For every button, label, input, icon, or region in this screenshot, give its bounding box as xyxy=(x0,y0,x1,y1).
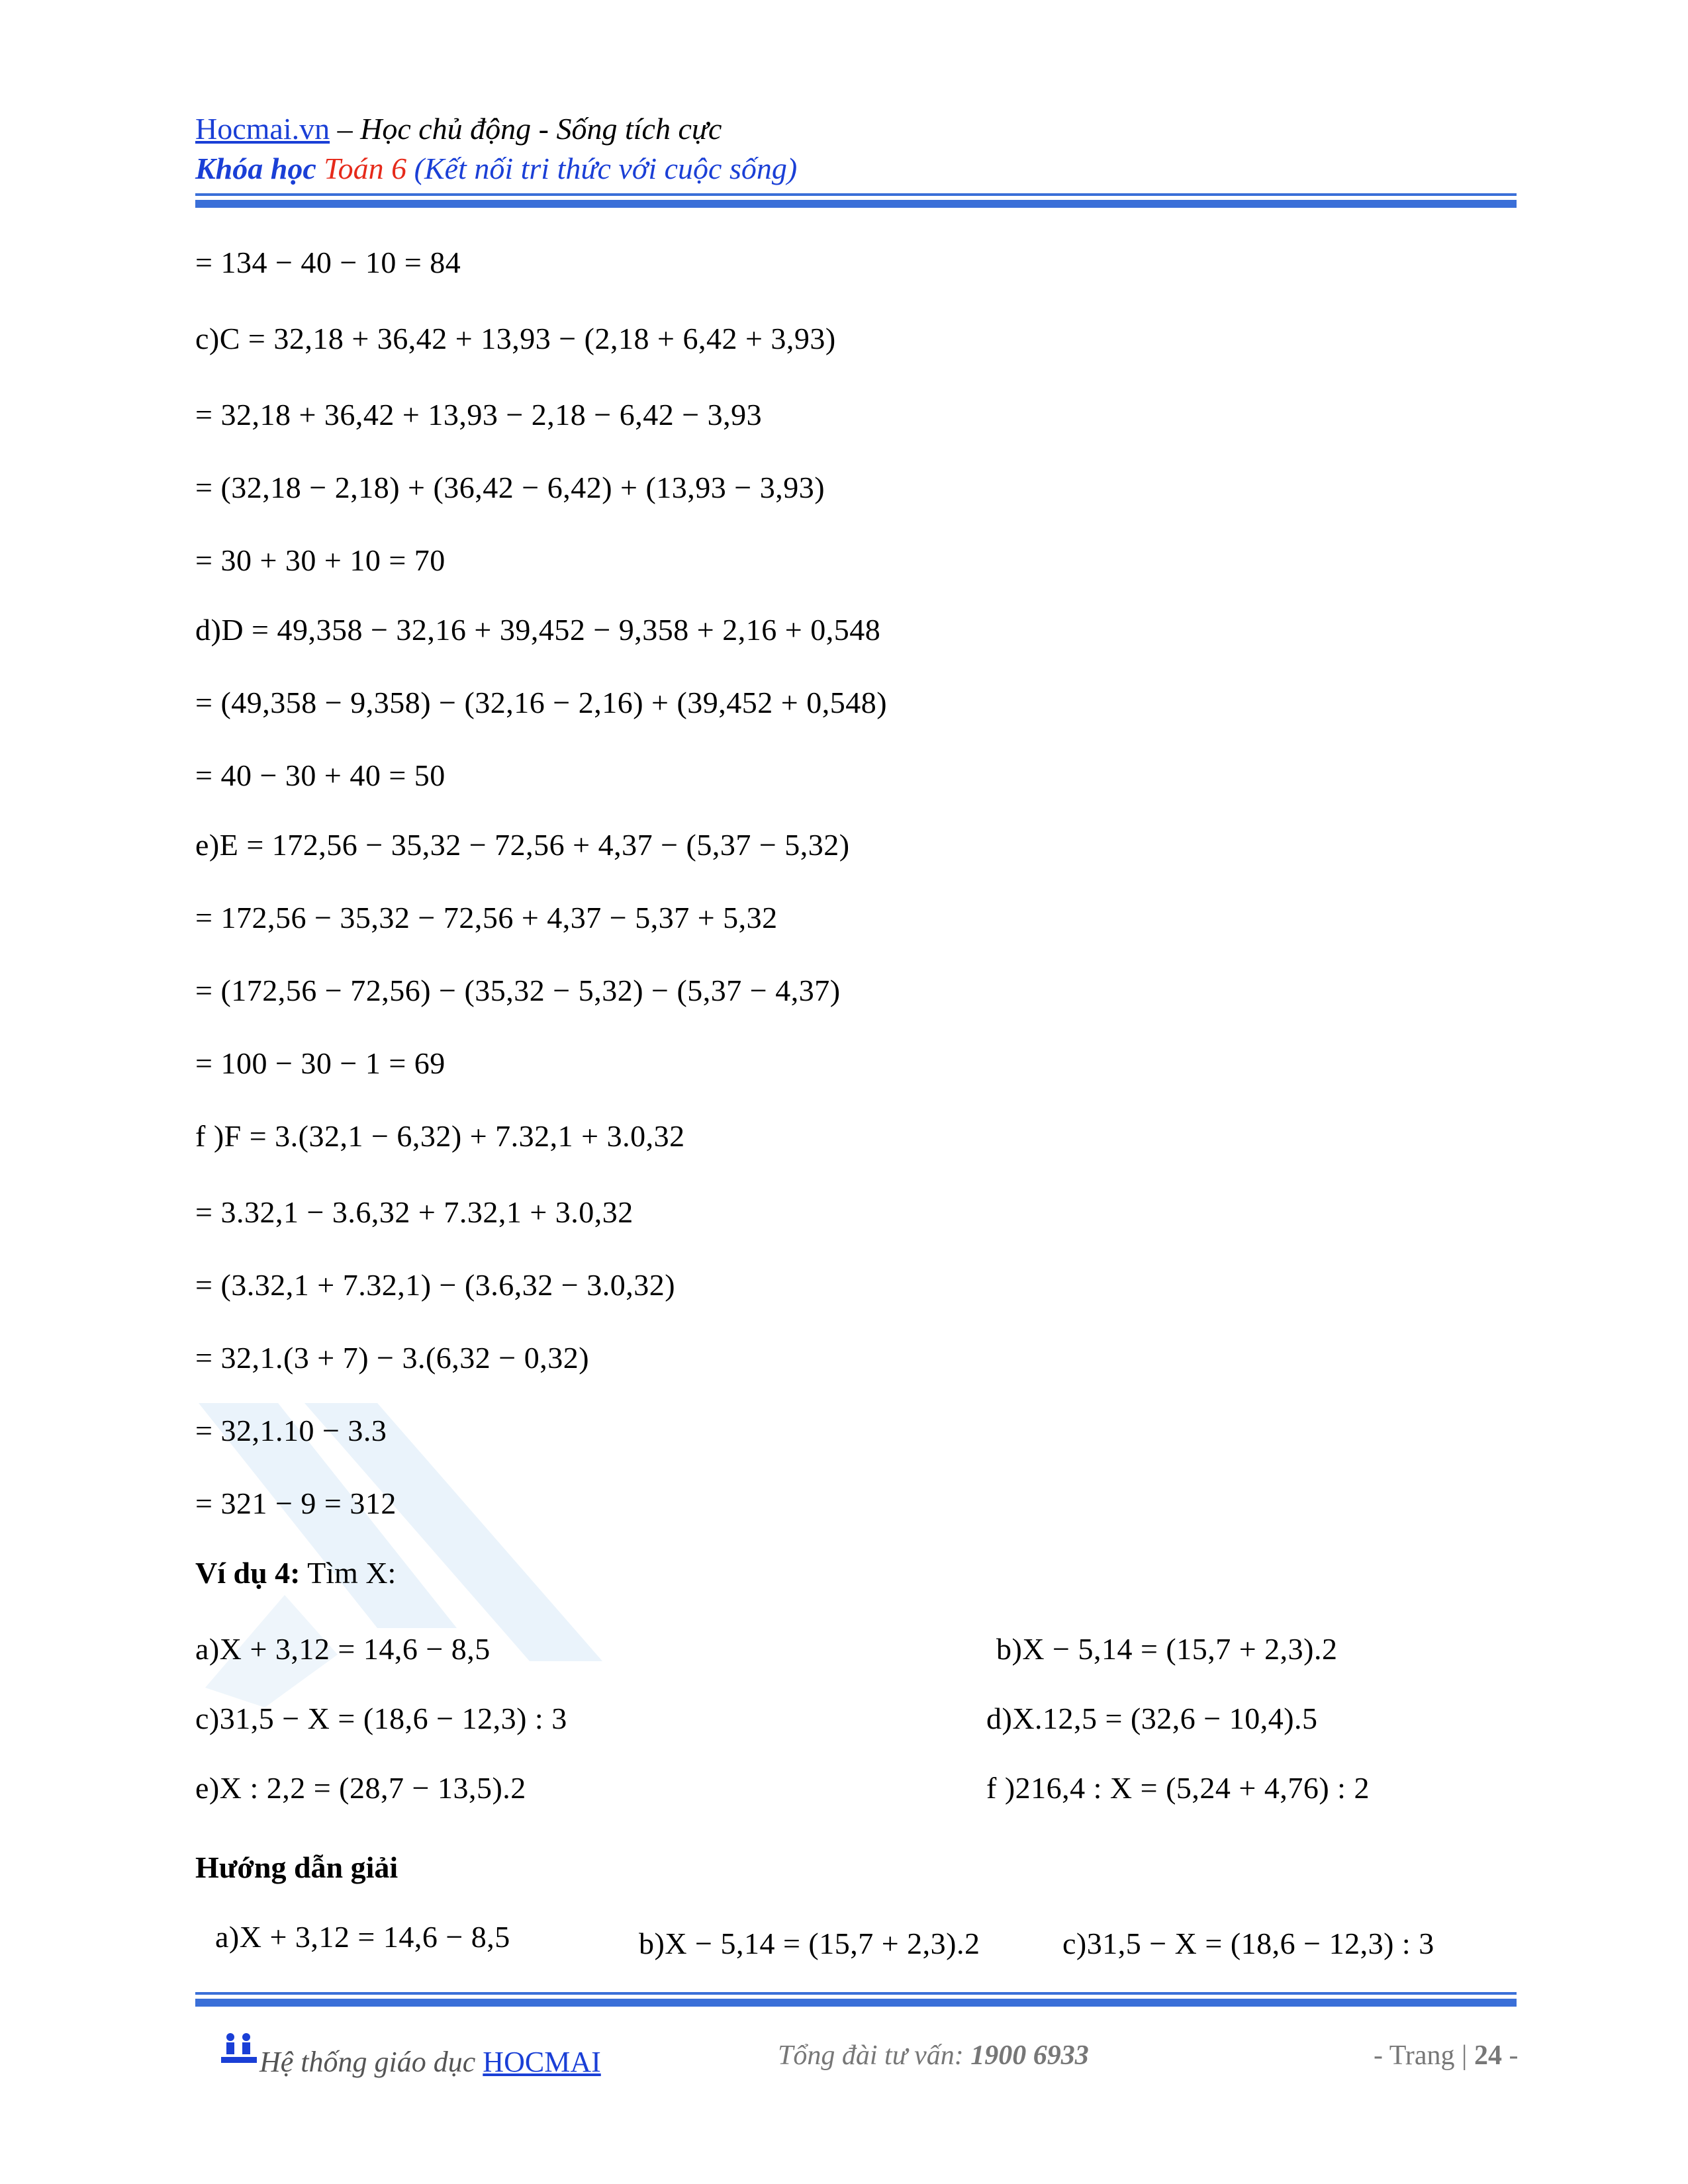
solution-line: = (49,358 − 9,358) − (32,16 − 2,16) + (39,452 + 0,548) xyxy=(195,686,888,719)
page-prefix: - Trang | xyxy=(1374,2040,1474,2071)
solution-line: = 30 + 30 + 10 = 70 xyxy=(195,543,445,577)
example-label: Ví dụ 4: xyxy=(195,1556,301,1590)
footer-rule-thick xyxy=(195,1999,1517,2007)
slogan: – Học chủ động - Sống tích cực xyxy=(330,112,722,146)
page-suffix: - xyxy=(1501,2040,1519,2071)
solution-line: = (3.32,1 + 7.32,1) − (3.6,32 − 3.0,32) xyxy=(195,1268,676,1302)
solution-line: = 100 − 30 − 1 = 69 xyxy=(195,1046,445,1080)
header-rule-thin xyxy=(195,193,1517,196)
problem-e: e)X : 2,2 = (28,7 − 13,5).2 xyxy=(195,1771,526,1805)
solution-line: = 32,1.(3 + 7) − 3.(6,32 − 0,32) xyxy=(195,1341,590,1375)
header-line-2 xyxy=(195,151,797,186)
header-rule-thick xyxy=(195,200,1517,208)
footer-left xyxy=(259,2045,601,2079)
solution-line: = 3.32,1 − 3.6,32 + 7.32,1 + 3.0,32 xyxy=(195,1195,633,1229)
footer-page xyxy=(1374,2040,1518,2071)
solution-line: = 321 − 9 = 312 xyxy=(195,1486,397,1520)
solution-line: e)E = 172,56 − 35,32 − 72,56 + 4,37 − (5,37 − 5,32) xyxy=(195,828,850,862)
course-subject: Toán 6 xyxy=(324,152,407,185)
course-note: (Kết nối tri thức với cuộc sống) xyxy=(414,152,798,185)
problem-d: d)X.12,5 = (32,6 − 10,4).5 xyxy=(986,1702,1318,1735)
solution-line: = 134 − 40 − 10 = 84 xyxy=(195,246,461,279)
footer-brand-link[interactable]: HOCMAI xyxy=(483,2046,601,2078)
footer-hotline xyxy=(778,2040,1089,2071)
solution-line: = 32,18 + 36,42 + 13,93 − 2,18 − 6,42 − 3,93 xyxy=(195,398,763,432)
header-line-1 xyxy=(195,111,722,146)
solution-line: = 32,1.10 − 3.3 xyxy=(195,1414,387,1447)
solution-line: = (32,18 − 2,18) + (36,42 − 6,42) + (13,93 − 3,93) xyxy=(195,471,825,504)
problem-c: c)31,5 − X = (18,6 − 12,3) : 3 xyxy=(195,1702,567,1735)
hotline-number: 1900 6933 xyxy=(970,2040,1089,2071)
solution-line: = 172,56 − 35,32 − 72,56 + 4,37 − 5,37 + 5,32 xyxy=(195,901,778,934)
problem-f: f )216,4 : X = (5,24 + 4,76) : 2 xyxy=(986,1771,1370,1805)
solution-line: = (172,56 − 72,56) − (35,32 − 5,32) − (5,37 − 4,37) xyxy=(195,974,841,1007)
site-link[interactable]: Hocmai.vn xyxy=(195,112,330,146)
solution-line: c)C = 32,18 + 36,42 + 13,93 − (2,18 + 6,42 + 3,93) xyxy=(195,322,836,355)
problem-b: b)X − 5,14 = (15,7 + 2,3).2 xyxy=(996,1632,1338,1666)
hotline-label: Tổng đài tư vấn: xyxy=(778,2040,971,2071)
solution-line: d)D = 49,358 − 32,16 + 39,452 − 9,358 + 2,16 + 0,548 xyxy=(195,613,881,647)
solution-a: a)X + 3,12 = 14,6 − 8,5 xyxy=(215,1920,510,1954)
example-heading xyxy=(195,1555,396,1590)
footer-left-text: Hệ thống giáo dục xyxy=(259,2046,483,2078)
solution-line: f )F = 3.(32,1 − 6,32) + 7.32,1 + 3.0,32 xyxy=(195,1119,685,1153)
course-label: Khóa học xyxy=(195,152,316,185)
page-number: 24 xyxy=(1474,2040,1502,2071)
solution-line: = 40 − 30 + 40 = 50 xyxy=(195,758,445,792)
hocmai-logo-icon xyxy=(218,2032,259,2065)
solution-b: b)X − 5,14 = (15,7 + 2,3).2 xyxy=(639,1927,980,1960)
solution-c: c)31,5 − X = (18,6 − 12,3) : 3 xyxy=(1062,1927,1434,1960)
solution-heading xyxy=(195,1850,398,1885)
example-task: Tìm X: xyxy=(300,1556,397,1590)
problem-a: a)X + 3,12 = 14,6 − 8,5 xyxy=(195,1632,491,1666)
footer-rule-thin xyxy=(195,1992,1517,1995)
solution-title: Hướng dẫn giải xyxy=(195,1850,399,1884)
